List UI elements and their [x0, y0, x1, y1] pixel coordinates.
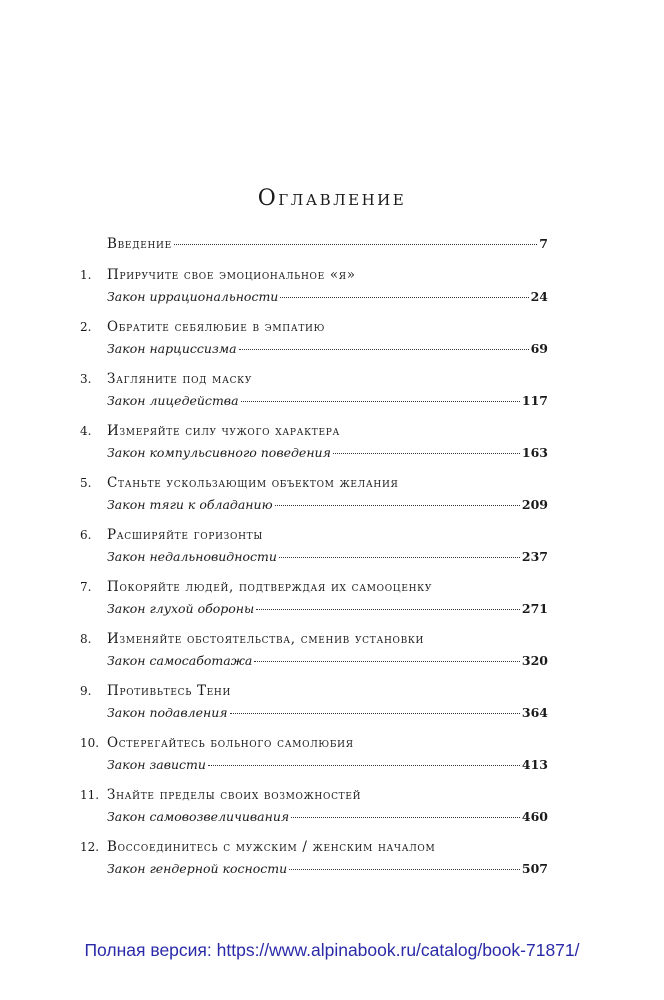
chapter-law: Закон недальновидности [107, 549, 277, 564]
chapter-law: Закон нарциссизма [107, 341, 237, 356]
toc-chapter[interactable] [80, 267, 548, 310]
toc-leader-dots [280, 297, 528, 298]
chapter-law: Закон тяги к обладанию [107, 497, 273, 512]
chapter-page-number: 24 [530, 289, 548, 304]
toc-leader-dots [241, 401, 520, 402]
chapter-page-number: 413 [521, 757, 548, 772]
chapter-law: Закон иррациональности [107, 289, 279, 304]
chapter-page-number: 364 [521, 705, 548, 720]
chapter-number: 7. [80, 580, 92, 594]
chapter-law: Закон компульсивного поведения [107, 445, 331, 460]
toc-leader-dots [256, 609, 520, 610]
chapter-title: Приручите свое эмоциональное «я» [107, 267, 356, 283]
chapter-title: Изменяйте обстоятельства, сменив установки [107, 631, 425, 647]
chapter-law: Закон самосаботажа [107, 653, 253, 668]
toc-leader-dots [289, 869, 520, 870]
table-of-contents [80, 236, 548, 891]
toc-leader-dots [254, 661, 520, 662]
chapter-number: 12. [80, 840, 100, 854]
chapter-title: Противьтесь Тени [107, 683, 232, 699]
chapter-page-number: 507 [521, 861, 548, 876]
chapter-law: Закон подавления [107, 705, 228, 720]
toc-chapter[interactable] [80, 527, 548, 570]
toc-chapter[interactable] [80, 839, 548, 882]
toc-chapter-list [80, 267, 548, 882]
chapter-title: Знайте пределы своих возможностей [107, 787, 362, 803]
chapter-number: 11. [80, 788, 100, 802]
toc-leader-dots [291, 817, 520, 818]
chapter-number: 6. [80, 528, 92, 542]
toc-leader-dots [275, 505, 520, 506]
chapter-law: Закон глухой обороны [107, 601, 255, 616]
chapter-title: Обратите себялюбие в эмпатию [107, 319, 326, 335]
toc-chapter[interactable] [80, 319, 548, 362]
toc-intro[interactable] [80, 236, 548, 258]
chapter-title: Остерегайтесь больного самолюбия [107, 735, 354, 751]
chapter-law: Закон лицедейства [107, 393, 239, 408]
toc-leader-dots [333, 453, 520, 454]
toc-leader-dots [208, 765, 520, 766]
chapter-title: Загляните под маску [107, 371, 253, 387]
page-title: Оглавление [257, 186, 407, 211]
toc-chapter[interactable] [80, 475, 548, 518]
toc-chapter[interactable] [80, 371, 548, 414]
chapter-number: 3. [80, 372, 92, 386]
toc-leader-dots [239, 349, 529, 350]
chapter-title: Воссоединитесь с мужским / женским началом [107, 839, 436, 855]
chapter-page-number: 460 [521, 809, 548, 824]
chapter-title: Расширяйте горизонты [107, 527, 263, 543]
chapter-number: 5. [80, 476, 92, 490]
toc-chapter[interactable] [80, 423, 548, 466]
chapter-law: Закон самовозвеличивания [107, 809, 290, 824]
toc-leader-dots [174, 244, 537, 245]
chapter-title: Измеряйте силу чужого характера [107, 423, 341, 439]
toc-chapter[interactable] [80, 735, 548, 778]
toc-page-number: 7 [539, 236, 548, 251]
chapter-page-number: 237 [521, 549, 548, 564]
chapter-page-number: 117 [521, 393, 548, 408]
chapter-number: 10. [80, 736, 100, 750]
footer-link[interactable] [0, 940, 664, 961]
chapter-number: 4. [80, 424, 92, 438]
chapter-title: Покоряйте людей, подтверждая их самооценку [107, 579, 433, 595]
toc-intro-label: Введение [107, 236, 172, 252]
chapter-law: Закон зависти [107, 757, 206, 772]
toc-leader-dots [230, 713, 520, 714]
chapter-page-number: 271 [521, 601, 548, 616]
toc-chapter[interactable] [80, 579, 548, 622]
chapter-number: 9. [80, 684, 92, 698]
toc-chapter[interactable] [80, 631, 548, 674]
toc-chapter[interactable] [80, 683, 548, 726]
chapter-page-number: 69 [530, 341, 548, 356]
full-version-link[interactable]: Полная версия: https://www.alpinabook.ru/catalog/book-71871/ [84, 940, 580, 960]
chapter-page-number: 163 [521, 445, 548, 460]
chapter-number: 2. [80, 320, 92, 334]
chapter-title: Станьте ускользающим объектом желания [107, 475, 399, 491]
chapter-page-number: 209 [521, 497, 548, 512]
chapter-page-number: 320 [521, 653, 548, 668]
toc-leader-dots [279, 557, 520, 558]
chapter-number: 1. [80, 268, 92, 282]
chapter-number: 8. [80, 632, 92, 646]
chapter-law: Закон гендерной косности [107, 861, 288, 876]
toc-chapter[interactable] [80, 787, 548, 830]
